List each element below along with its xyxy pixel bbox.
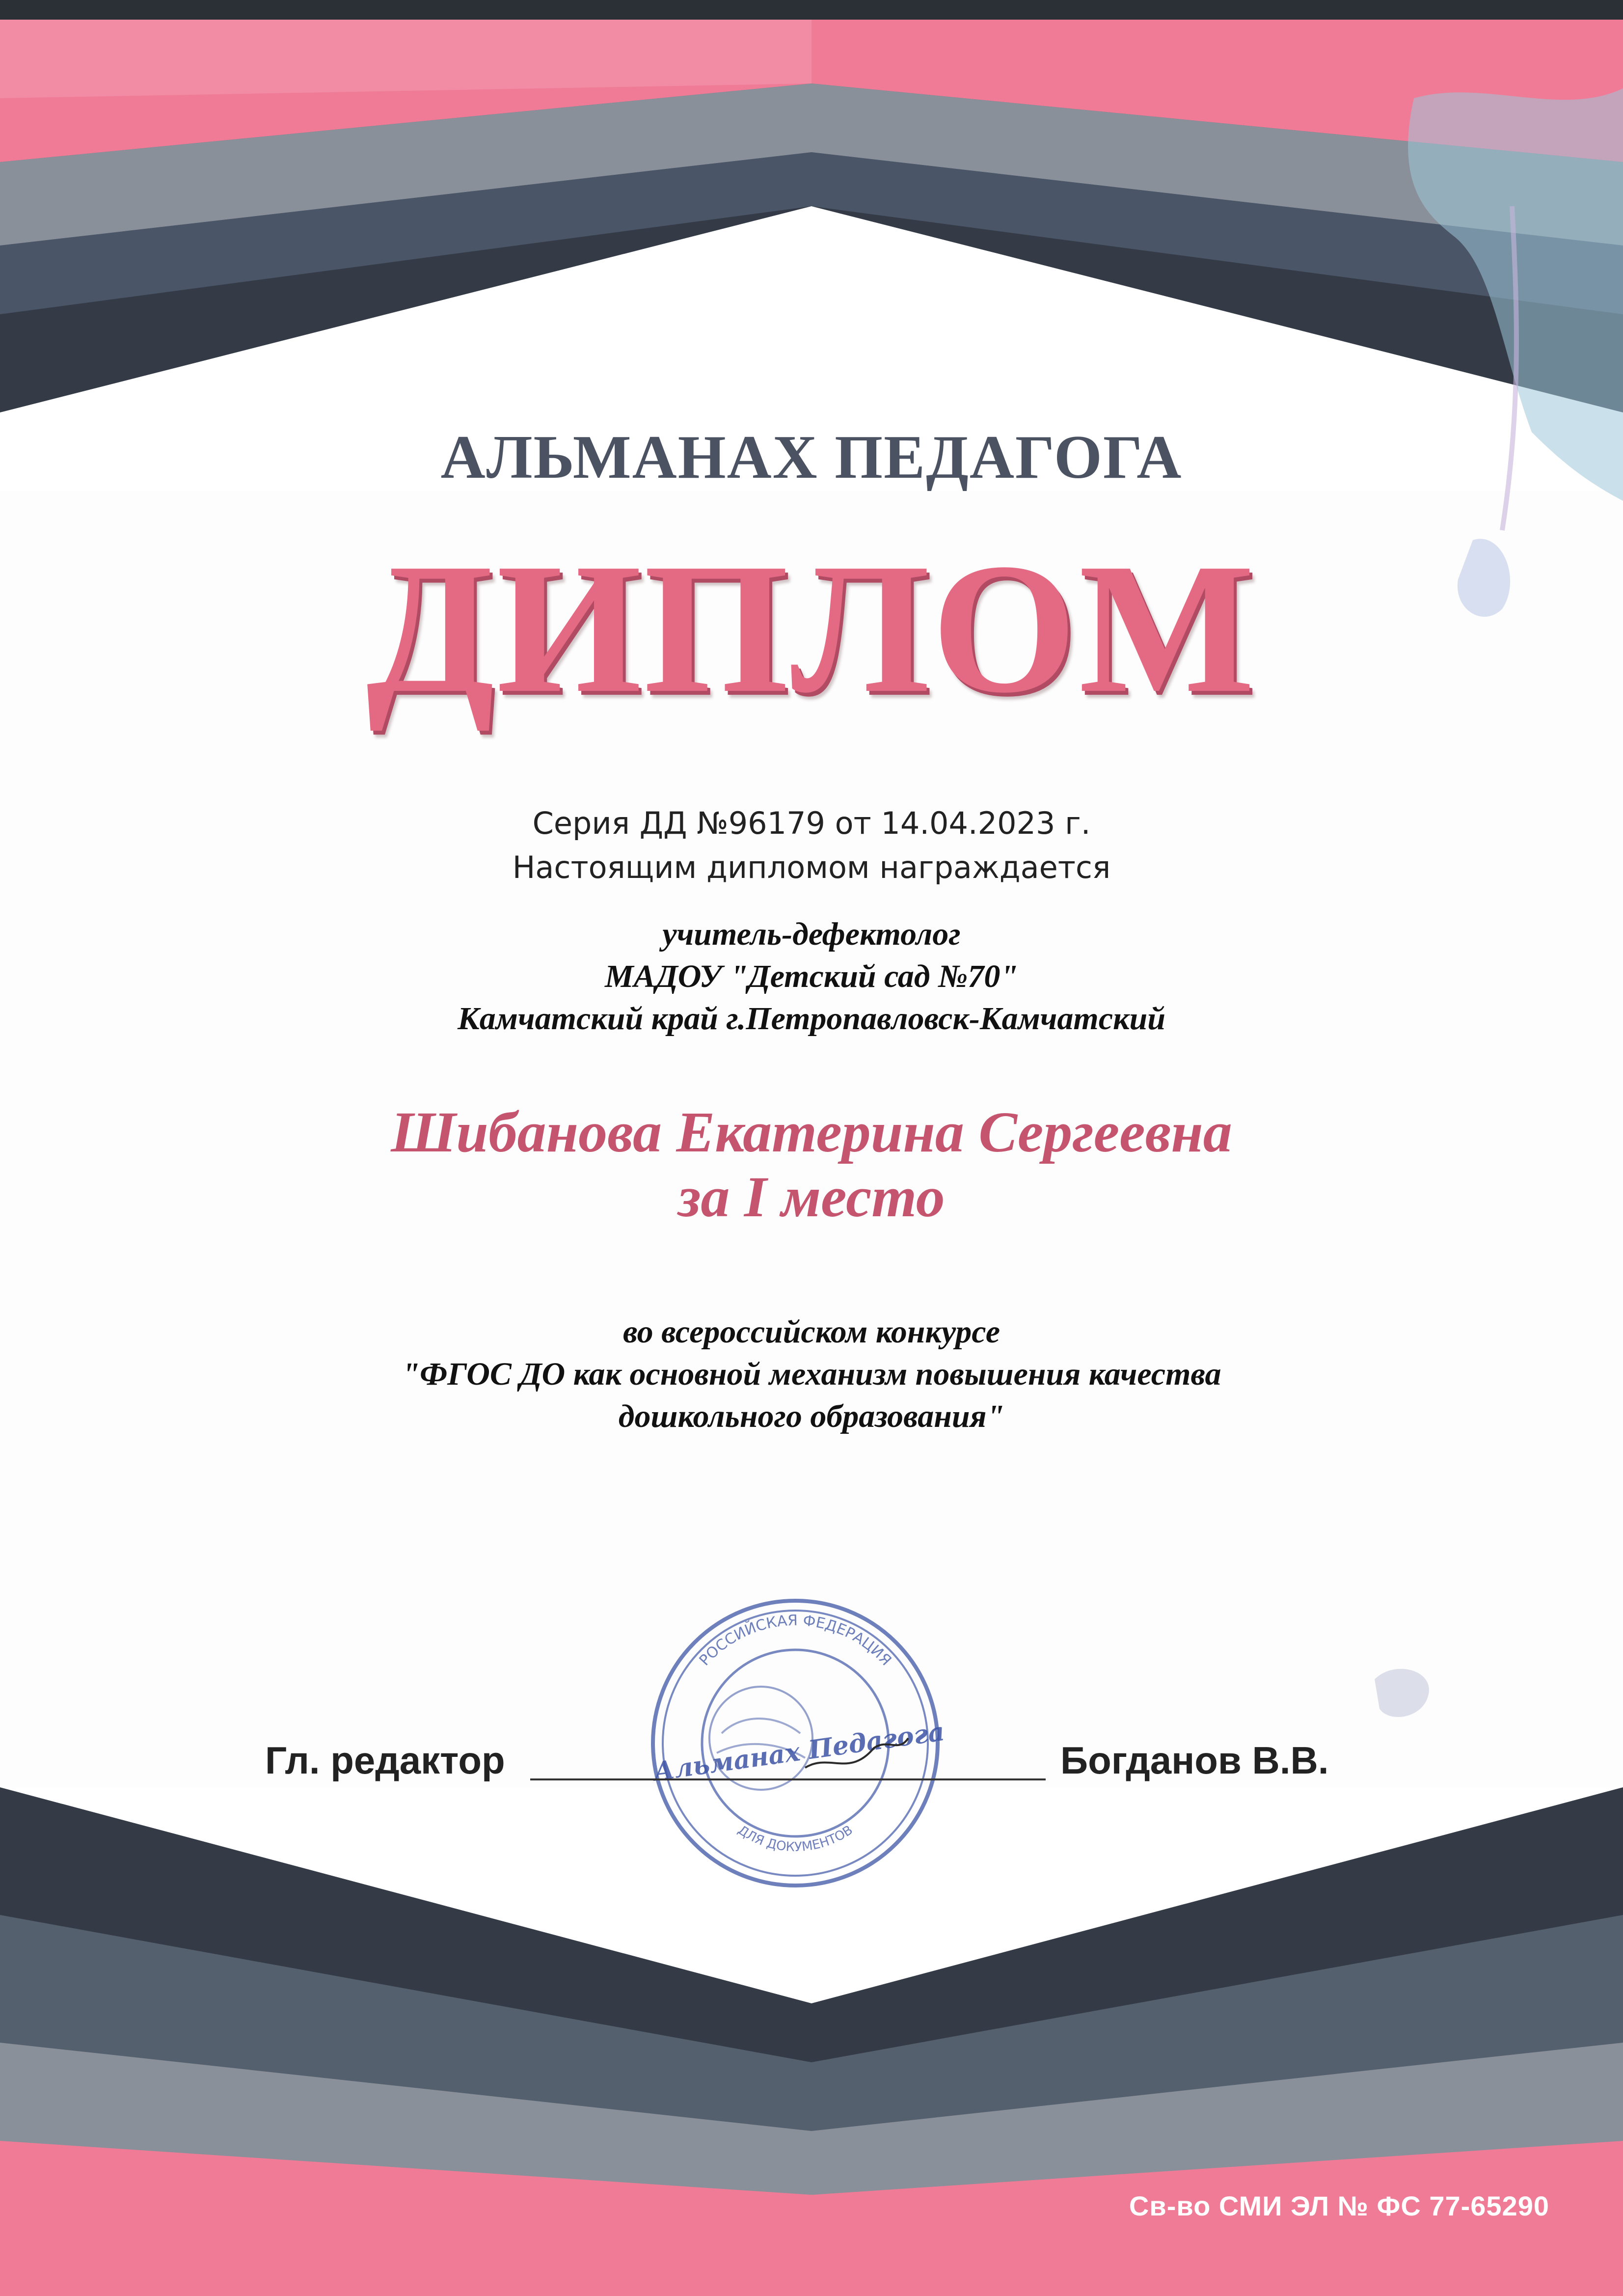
contest-details <box>0 1311 1623 1438</box>
masthead: АЛЬМАНАХ ПЕДАГОГА <box>440 423 1183 492</box>
top-decorative-band <box>0 0 1623 491</box>
recipient-organization: МАДОУ "Детский сад №70" <box>605 958 1018 994</box>
recipient-position: учитель-дефектолог <box>662 916 961 952</box>
signature-row <box>0 1738 1623 1797</box>
recipient-name: Шибанова Екатерина Сергеевна <box>391 1100 1232 1164</box>
signature-label: Гл. редактор <box>265 1739 505 1782</box>
recipient-details <box>0 913 1623 1040</box>
contest-title-line2: дошкольного образования" <box>618 1398 1005 1434</box>
awarded-text: Настоящим дипломом награждается <box>512 849 1111 885</box>
recipient-name-block <box>0 1100 1623 1230</box>
stamp-center-text: Альманах Педагога <box>651 1716 947 1787</box>
signature-line <box>530 1778 1046 1780</box>
contest-title-line1: "ФГОС ДО как основной механизм повышения качества <box>402 1356 1221 1392</box>
serial-number: Серия ДД №96179 от 14.04.2023 г. <box>532 805 1091 841</box>
license-number: Св-во СМИ ЭЛ № ФС 77-65290 <box>1129 2190 1549 2221</box>
watercolor-spot <box>1365 1660 1443 1728</box>
recipient-location: Камчатский край г.Петропавловск-Камчатский <box>458 1001 1165 1037</box>
stamp-ring-top: РОССИЙСКАЯ ФЕДЕРАЦИЯ <box>696 1612 895 1669</box>
page-title: ДИПЛОМ <box>366 525 1257 732</box>
stamp-ring-bottom: ДЛЯ ДОКУМЕНТОВ <box>735 1823 856 1855</box>
contest-intro: во всероссийском конкурсе <box>622 1314 1001 1350</box>
recipient-place: за I место <box>678 1165 945 1229</box>
signature-name: Богданов В.В. <box>1060 1739 1329 1782</box>
